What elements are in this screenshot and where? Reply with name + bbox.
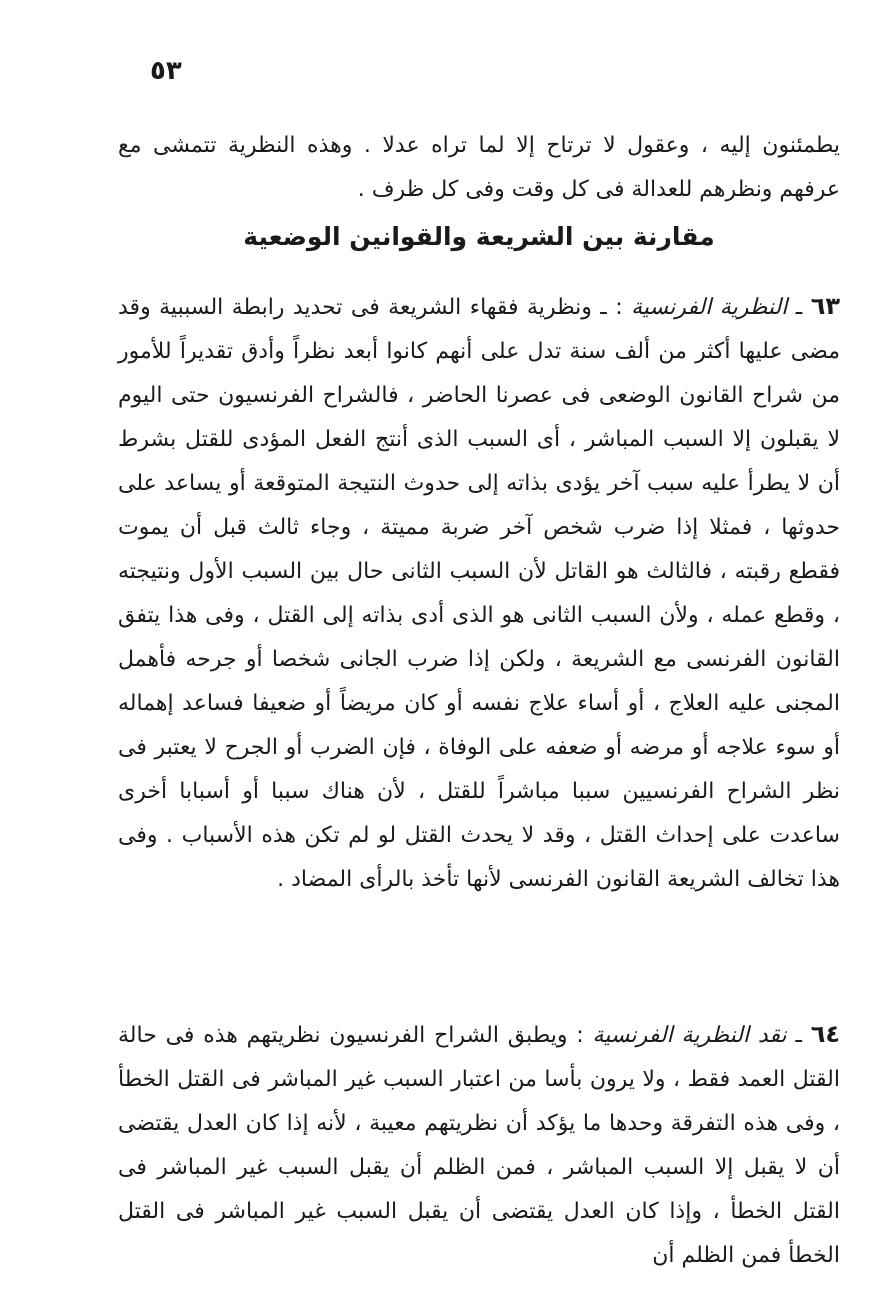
page-number: ٥٣ xyxy=(150,56,182,86)
paragraph-title: النظرية الفرنسية xyxy=(631,295,788,320)
paragraph-number: ٦٣ xyxy=(810,292,840,320)
intro-paragraph: يطمئنون إليه ، وعقول لا ترتاح إلا لما تراه عدلا . وهذه النظرية تتمشى مع عرفهم ونظرهم للعدالة فى كل وقت وفى كل ظرف . xyxy=(118,133,840,202)
paragraph-63: ٦٣ ـ النظرية الفرنسية : ـ ونظرية فقهاء الشريعة فى تحديد رابطة السببية وقد مضى عليها أكثر من ألف سنة تدل على أنهم كانوا أبعد نظراً وأدق تقديراً للأمور من شراح القانون الوضعى فى عصرنا الحاضر ، فالشراح الفرنسيون حتى اليوم لا يقبلون إلا السبب المباشر ، أى السبب الذى أنتج الفعل المؤدى للقتل بشرط أن لا يطرأ عليه سبب آخر يؤدى بذاته إلى حدوث النتيجة المتوقعة أو يساعد على حدوثها ، فمثلا إذا ضرب شخص آخر ضربة مميتة ، وجاء ثالث قبل أن يموت فقطع رقبته ، فالثالث هو القاتل لأن السبب الثانى حال بين السبب الأول ونتيجته ، وقطع عمله ، ولأن السبب الثانى هو الذى أدى بذاته إلى القتل ، وفى هذا يتفق القانون الفرنسى مع الشريعة ، ولكن إذا ضرب الجانى شخصا أو جرحه فأهمل المجنى عليه العلاج ، أو أساء علاج نفسه أو كان مريضاً أو ضعيفا فساعد إهماله أو سوء علاجه أو مرضه أو ضعفه على الوفاة ، فإن الضرب أو الجرح لا يعتبر فى نظر الشراح الفرنسيين سببا مباشراً للقتل ، لأن هناك سببا أو أسبابا أخرى ساعدت على إحداث القتل ، وقد لا يحدث القتل لو لم تكن هذه الأسباب . وفى هذا تخالف الشريعة القانون الفرنسى لأنها تأخذ بالرأى المضاد . xyxy=(118,292,840,892)
paragraph-title: نقد النظرية الفرنسية xyxy=(592,1023,787,1048)
paragraph-64: ٦٤ ـ نقد النظرية الفرنسية : ويطبق الشراح الفرنسيون نظريتهم هذه فى حالة القتل العمد فقط ، ولا يرون بأسا من اعتبار السبب غير المباشر فى القتل الخطأ ، وفى هذه التفرقة وحدها ما يؤكد أن نظريتهم معيبة ، لأنه إذا كان العدل يقتضى أن لا يقبل إلا السبب المباشر ، فمن الظلم أن يقبل السبب غير المباشر فى القتل الخطأ ، وإذا كان العدل يقتضى أن يقبل السبب غير المباشر فى القتل الخطأ فمن الظلم أن xyxy=(118,1020,840,1268)
paragraph-body: : ويطبق الشراح الفرنسيون نظريتهم هذه فى حالة القتل العمد فقط ، ولا يرون بأسا من اعتبار السبب غير المباشر فى القتل الخطأ ، وفى هذه التفرقة وحدها ما يؤكد أن نظريتهم معيبة ، لأنه إذا كان العدل يقتضى أن لا يقبل إلا السبب المباشر ، فمن الظلم أن يقبل السبب غير المباشر فى القتل الخطأ ، وإذا كان العدل يقتضى أن يقبل السبب غير المباشر فى القتل الخطأ فمن الظلم أن xyxy=(118,1023,840,1268)
paragraph-body: : ـ ونظرية فقهاء الشريعة فى تحديد رابطة السببية وقد مضى عليها أكثر من ألف سنة تدل على أنهم كانوا أبعد نظراً وأدق تقديراً للأمور من شراح القانون الوضعى فى عصرنا الحاضر ، فالشراح الفرنسيون حتى اليوم لا يقبلون إلا السبب المباشر ، أى السبب الذى أنتج الفعل المؤدى للقتل بشرط أن لا يطرأ عليه سبب آخر يؤدى بذاته إلى حدوث النتيجة المتوقعة أو يساعد على حدوثها ، فمثلا إذا ضرب شخص آخر ضربة مميتة ، وجاء ثالث قبل أن يموت فقطع رقبته ، فالثالث هو القاتل لأن السبب الثانى حال بين السبب الأول ونتيجته ، وقطع عمله ، ولأن السبب الثانى هو الذى أدى بذاته إلى القتل ، وفى هذا يتفق القانون الفرنسى مع الشريعة ، ولكن إذا ضرب الجانى شخصا أو جرحه فأهمل المجنى عليه العلاج ، أو أساء علاج نفسه أو كان مريضاً أو ضعيفا فساعد إهماله أو سوء علاجه أو مرضه أو ضعفه على الوفاة ، فإن الضرب أو الجرح لا يعتبر فى نظر الشراح الفرنسيين سببا مباشراً للقتل ، لأن هناك سببا أو أسبابا أخرى ساعدت على إحداث القتل ، وقد لا يحدث القتل لو لم تكن هذه الأسباب . وفى هذا تخالف الشريعة القانون الفرنسى لأنها تأخذ بالرأى المضاد . xyxy=(118,295,840,892)
section-heading: مقارنة بين الشريعة والقوانين الوضعية xyxy=(243,222,715,251)
paragraph-number: ٦٤ xyxy=(810,1020,840,1048)
